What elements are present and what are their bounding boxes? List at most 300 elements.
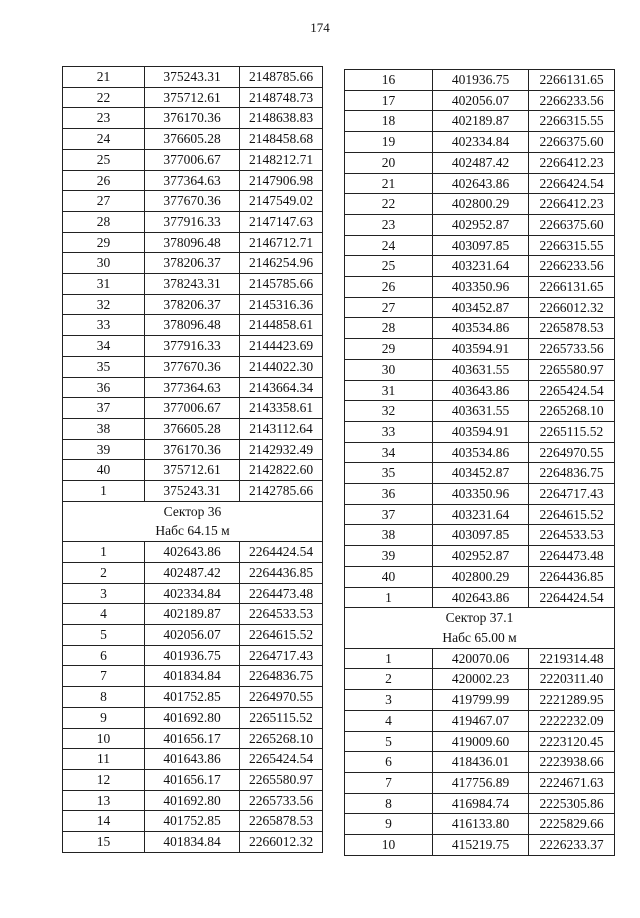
x-coordinate-cell: 378206.37 xyxy=(145,253,240,274)
point-number-cell: 38 xyxy=(345,525,433,546)
table-row xyxy=(63,439,323,460)
point-number-cell: 29 xyxy=(345,339,433,360)
y-coordinate-cell: 2266424.54 xyxy=(529,173,615,194)
point-number-cell: 40 xyxy=(345,566,433,587)
point-number-cell: 22 xyxy=(345,194,433,215)
point-number-cell: 21 xyxy=(63,67,145,88)
y-coordinate-cell: 2144858.61 xyxy=(240,315,323,336)
y-coordinate-cell: 2266131.65 xyxy=(529,70,615,91)
table-row xyxy=(345,793,615,814)
point-number-cell: 19 xyxy=(345,132,433,153)
y-coordinate-cell: 2143664.34 xyxy=(240,377,323,398)
y-coordinate-cell: 2265424.54 xyxy=(529,380,615,401)
y-coordinate-cell: 2266131.65 xyxy=(529,277,615,298)
table-row xyxy=(345,669,615,690)
table-row xyxy=(345,504,615,525)
x-coordinate-cell: 403631.55 xyxy=(433,359,529,380)
y-coordinate-cell: 2148212.71 xyxy=(240,149,323,170)
sector-height: Набс 65.00 м xyxy=(345,628,615,648)
point-number-cell: 33 xyxy=(63,315,145,336)
page-number: 174 xyxy=(310,20,330,35)
point-number-cell: 39 xyxy=(345,546,433,567)
point-number-cell: 26 xyxy=(345,277,433,298)
x-coordinate-cell: 378096.48 xyxy=(145,315,240,336)
point-number-cell: 10 xyxy=(345,835,433,856)
table-row xyxy=(63,294,323,315)
table-row xyxy=(63,149,323,170)
table-row xyxy=(63,274,323,295)
point-number-cell: 37 xyxy=(345,504,433,525)
y-coordinate-cell: 2264436.85 xyxy=(529,566,615,587)
x-coordinate-cell: 420070.06 xyxy=(433,648,529,669)
point-number-cell: 10 xyxy=(63,728,145,749)
x-coordinate-cell: 401752.85 xyxy=(145,811,240,832)
point-number-cell: 9 xyxy=(63,707,145,728)
y-coordinate-cell: 2264533.53 xyxy=(529,525,615,546)
y-coordinate-cell: 2265733.56 xyxy=(240,790,323,811)
x-coordinate-cell: 419467.07 xyxy=(433,710,529,731)
y-coordinate-cell: 2265878.53 xyxy=(529,318,615,339)
x-coordinate-cell: 403452.87 xyxy=(433,463,529,484)
y-coordinate-cell: 2265580.97 xyxy=(240,769,323,790)
table-row xyxy=(345,484,615,505)
point-number-cell: 2 xyxy=(63,562,145,583)
y-coordinate-cell: 2147147.63 xyxy=(240,211,323,232)
y-coordinate-cell: 2265115.52 xyxy=(240,707,323,728)
x-coordinate-cell: 401692.80 xyxy=(145,790,240,811)
y-coordinate-cell: 2224671.63 xyxy=(529,772,615,793)
x-coordinate-cell: 402643.86 xyxy=(145,542,240,563)
y-coordinate-cell: 2145785.66 xyxy=(240,274,323,295)
point-number-cell: 7 xyxy=(345,772,433,793)
y-coordinate-cell: 2264836.75 xyxy=(529,463,615,484)
point-number-cell: 23 xyxy=(63,108,145,129)
x-coordinate-cell: 402643.86 xyxy=(433,173,529,194)
table-row xyxy=(63,398,323,419)
point-number-cell: 27 xyxy=(63,191,145,212)
x-coordinate-cell: 420002.23 xyxy=(433,669,529,690)
table-row xyxy=(63,481,323,502)
table-row xyxy=(63,170,323,191)
point-number-cell: 33 xyxy=(345,421,433,442)
y-coordinate-cell: 2225305.86 xyxy=(529,793,615,814)
x-coordinate-cell: 416133.80 xyxy=(433,814,529,835)
table-row xyxy=(345,401,615,422)
table-row xyxy=(63,790,323,811)
y-coordinate-cell: 2265268.10 xyxy=(529,401,615,422)
y-coordinate-cell: 2148638.83 xyxy=(240,108,323,129)
x-coordinate-cell: 375243.31 xyxy=(145,481,240,502)
y-coordinate-cell: 2144022.30 xyxy=(240,356,323,377)
table-row xyxy=(63,645,323,666)
x-coordinate-cell: 401752.85 xyxy=(145,687,240,708)
y-coordinate-cell: 2142822.60 xyxy=(240,460,323,481)
y-coordinate-cell: 2266412.23 xyxy=(529,152,615,173)
x-coordinate-cell: 401834.84 xyxy=(145,666,240,687)
y-coordinate-cell: 2222232.09 xyxy=(529,710,615,731)
point-number-cell: 31 xyxy=(345,380,433,401)
y-coordinate-cell: 2266375.60 xyxy=(529,214,615,235)
point-number-cell: 6 xyxy=(345,752,433,773)
y-coordinate-cell: 2266315.55 xyxy=(529,235,615,256)
table-row xyxy=(345,648,615,669)
y-coordinate-cell: 2265115.52 xyxy=(529,421,615,442)
y-coordinate-cell: 2266233.56 xyxy=(529,90,615,111)
table-row xyxy=(345,421,615,442)
sector-title: Сектор 36 xyxy=(63,501,323,521)
point-number-cell: 1 xyxy=(63,481,145,502)
point-number-cell: 3 xyxy=(345,690,433,711)
x-coordinate-cell: 377364.63 xyxy=(145,170,240,191)
table-body-right xyxy=(345,70,615,856)
point-number-cell: 4 xyxy=(345,710,433,731)
y-coordinate-cell: 2264424.54 xyxy=(240,542,323,563)
y-coordinate-cell: 2265733.56 xyxy=(529,339,615,360)
point-number-cell: 11 xyxy=(63,749,145,770)
table-row xyxy=(63,418,323,439)
coordinates-table-left xyxy=(62,66,323,853)
table-row xyxy=(63,336,323,357)
point-number-cell: 37 xyxy=(63,398,145,419)
y-coordinate-cell: 2266412.23 xyxy=(529,194,615,215)
point-number-cell: 9 xyxy=(345,814,433,835)
point-number-cell: 38 xyxy=(63,418,145,439)
y-coordinate-cell: 2143112.64 xyxy=(240,418,323,439)
table-row xyxy=(63,562,323,583)
y-coordinate-cell: 2144423.69 xyxy=(240,336,323,357)
point-number-cell: 1 xyxy=(63,542,145,563)
x-coordinate-cell: 403231.64 xyxy=(433,256,529,277)
point-number-cell: 34 xyxy=(345,442,433,463)
table-row xyxy=(63,728,323,749)
x-coordinate-cell: 402487.42 xyxy=(433,152,529,173)
y-coordinate-cell: 2265268.10 xyxy=(240,728,323,749)
y-coordinate-cell: 2265580.97 xyxy=(529,359,615,380)
point-number-cell: 6 xyxy=(63,645,145,666)
x-coordinate-cell: 375712.61 xyxy=(145,460,240,481)
x-coordinate-cell: 377670.36 xyxy=(145,356,240,377)
y-coordinate-cell: 2264533.53 xyxy=(240,604,323,625)
table-row xyxy=(345,214,615,235)
point-number-cell: 18 xyxy=(345,111,433,132)
y-coordinate-cell: 2221289.95 xyxy=(529,690,615,711)
point-number-cell: 14 xyxy=(63,811,145,832)
table-row xyxy=(63,211,323,232)
sector-title-row xyxy=(63,501,323,521)
x-coordinate-cell: 376170.36 xyxy=(145,439,240,460)
point-number-cell: 40 xyxy=(63,460,145,481)
x-coordinate-cell: 402056.07 xyxy=(433,90,529,111)
point-number-cell: 28 xyxy=(63,211,145,232)
table-row xyxy=(63,460,323,481)
table-row xyxy=(345,463,615,484)
x-coordinate-cell: 403097.85 xyxy=(433,235,529,256)
table-row xyxy=(345,277,615,298)
x-coordinate-cell: 403534.86 xyxy=(433,442,529,463)
table-body-left xyxy=(63,67,323,853)
point-number-cell: 27 xyxy=(345,297,433,318)
table-row xyxy=(63,707,323,728)
table-row xyxy=(63,315,323,336)
x-coordinate-cell: 417756.89 xyxy=(433,772,529,793)
table-row xyxy=(63,67,323,88)
point-number-cell: 12 xyxy=(63,769,145,790)
table-row xyxy=(63,769,323,790)
table-row xyxy=(63,232,323,253)
y-coordinate-cell: 2148785.66 xyxy=(240,67,323,88)
point-number-cell: 25 xyxy=(63,149,145,170)
table-row xyxy=(345,194,615,215)
x-coordinate-cell: 401643.86 xyxy=(145,749,240,770)
point-number-cell: 26 xyxy=(63,170,145,191)
x-coordinate-cell: 403534.86 xyxy=(433,318,529,339)
table-row xyxy=(345,690,615,711)
table-row xyxy=(63,624,323,645)
y-coordinate-cell: 2226233.37 xyxy=(529,835,615,856)
x-coordinate-cell: 402800.29 xyxy=(433,566,529,587)
table-row xyxy=(345,442,615,463)
y-coordinate-cell: 2147549.02 xyxy=(240,191,323,212)
table-row xyxy=(345,235,615,256)
y-coordinate-cell: 2264717.43 xyxy=(529,484,615,505)
y-coordinate-cell: 2143358.61 xyxy=(240,398,323,419)
point-number-cell: 24 xyxy=(345,235,433,256)
x-coordinate-cell: 402952.87 xyxy=(433,546,529,567)
y-coordinate-cell: 2223120.45 xyxy=(529,731,615,752)
x-coordinate-cell: 403643.86 xyxy=(433,380,529,401)
x-coordinate-cell: 418436.01 xyxy=(433,752,529,773)
table-row xyxy=(63,253,323,274)
x-coordinate-cell: 403231.64 xyxy=(433,504,529,525)
point-number-cell: 5 xyxy=(345,731,433,752)
x-coordinate-cell: 402189.87 xyxy=(145,604,240,625)
table-row xyxy=(345,710,615,731)
point-number-cell: 2 xyxy=(345,669,433,690)
y-coordinate-cell: 2265424.54 xyxy=(240,749,323,770)
x-coordinate-cell: 402487.42 xyxy=(145,562,240,583)
sector-height-row xyxy=(63,521,323,541)
table-row xyxy=(345,566,615,587)
x-coordinate-cell: 419799.99 xyxy=(433,690,529,711)
point-number-cell: 36 xyxy=(63,377,145,398)
table-row xyxy=(63,108,323,129)
y-coordinate-cell: 2264717.43 xyxy=(240,645,323,666)
y-coordinate-cell: 2264473.48 xyxy=(529,546,615,567)
point-number-cell: 32 xyxy=(63,294,145,315)
table-row xyxy=(345,132,615,153)
point-number-cell: 25 xyxy=(345,256,433,277)
point-number-cell: 22 xyxy=(63,87,145,108)
table-row xyxy=(63,129,323,150)
y-coordinate-cell: 2146254.96 xyxy=(240,253,323,274)
y-coordinate-cell: 2266375.60 xyxy=(529,132,615,153)
point-number-cell: 5 xyxy=(63,624,145,645)
x-coordinate-cell: 377006.67 xyxy=(145,398,240,419)
y-coordinate-cell: 2266233.56 xyxy=(529,256,615,277)
y-coordinate-cell: 2264970.55 xyxy=(529,442,615,463)
y-coordinate-cell: 2264436.85 xyxy=(240,562,323,583)
point-number-cell: 7 xyxy=(63,666,145,687)
table-row xyxy=(345,339,615,360)
table-row xyxy=(345,173,615,194)
point-number-cell: 16 xyxy=(345,70,433,91)
sector-title: Сектор 37.1 xyxy=(345,608,615,628)
table-row xyxy=(345,587,615,608)
y-coordinate-cell: 2146712.71 xyxy=(240,232,323,253)
x-coordinate-cell: 402952.87 xyxy=(433,214,529,235)
point-number-cell: 30 xyxy=(345,359,433,380)
point-number-cell: 21 xyxy=(345,173,433,194)
point-number-cell: 36 xyxy=(345,484,433,505)
y-coordinate-cell: 2264473.48 xyxy=(240,583,323,604)
x-coordinate-cell: 402189.87 xyxy=(433,111,529,132)
table-row xyxy=(345,835,615,856)
x-coordinate-cell: 377670.36 xyxy=(145,191,240,212)
point-number-cell: 28 xyxy=(345,318,433,339)
table-row xyxy=(345,380,615,401)
x-coordinate-cell: 376170.36 xyxy=(145,108,240,129)
y-coordinate-cell: 2145316.36 xyxy=(240,294,323,315)
x-coordinate-cell: 402056.07 xyxy=(145,624,240,645)
coordinates-table-right xyxy=(344,69,615,856)
x-coordinate-cell: 376605.28 xyxy=(145,418,240,439)
x-coordinate-cell: 403350.96 xyxy=(433,277,529,298)
y-coordinate-cell: 2264424.54 xyxy=(529,587,615,608)
point-number-cell: 29 xyxy=(63,232,145,253)
x-coordinate-cell: 401692.80 xyxy=(145,707,240,728)
y-coordinate-cell: 2225829.66 xyxy=(529,814,615,835)
point-number-cell: 8 xyxy=(63,687,145,708)
x-coordinate-cell: 416984.74 xyxy=(433,793,529,814)
table-row xyxy=(345,525,615,546)
point-number-cell: 17 xyxy=(345,90,433,111)
x-coordinate-cell: 377006.67 xyxy=(145,149,240,170)
x-coordinate-cell: 419009.60 xyxy=(433,731,529,752)
x-coordinate-cell: 403452.87 xyxy=(433,297,529,318)
y-coordinate-cell: 2266315.55 xyxy=(529,111,615,132)
x-coordinate-cell: 403350.96 xyxy=(433,484,529,505)
x-coordinate-cell: 378243.31 xyxy=(145,274,240,295)
x-coordinate-cell: 378206.37 xyxy=(145,294,240,315)
x-coordinate-cell: 376605.28 xyxy=(145,129,240,150)
x-coordinate-cell: 401656.17 xyxy=(145,728,240,749)
table-row xyxy=(63,191,323,212)
point-number-cell: 35 xyxy=(345,463,433,484)
point-number-cell: 35 xyxy=(63,356,145,377)
table-row xyxy=(63,832,323,853)
table-row xyxy=(345,546,615,567)
table-row xyxy=(63,542,323,563)
point-number-cell: 20 xyxy=(345,152,433,173)
x-coordinate-cell: 415219.75 xyxy=(433,835,529,856)
point-number-cell: 4 xyxy=(63,604,145,625)
x-coordinate-cell: 377916.33 xyxy=(145,211,240,232)
sector-height: Набс 64.15 м xyxy=(63,521,323,541)
table-row xyxy=(345,731,615,752)
table-row xyxy=(63,666,323,687)
table-row xyxy=(345,111,615,132)
table-row xyxy=(345,814,615,835)
y-coordinate-cell: 2148458.68 xyxy=(240,129,323,150)
table-row xyxy=(345,256,615,277)
x-coordinate-cell: 402334.84 xyxy=(145,583,240,604)
point-number-cell: 34 xyxy=(63,336,145,357)
y-coordinate-cell: 2266012.32 xyxy=(240,832,323,853)
point-number-cell: 24 xyxy=(63,129,145,150)
table-row xyxy=(345,359,615,380)
sector-height-row xyxy=(345,628,615,648)
table-row xyxy=(345,70,615,91)
table-row xyxy=(63,811,323,832)
y-coordinate-cell: 2223938.66 xyxy=(529,752,615,773)
table-row xyxy=(345,90,615,111)
x-coordinate-cell: 377916.33 xyxy=(145,336,240,357)
table-row xyxy=(63,604,323,625)
point-number-cell: 1 xyxy=(345,648,433,669)
point-number-cell: 31 xyxy=(63,274,145,295)
table-row xyxy=(63,583,323,604)
point-number-cell: 1 xyxy=(345,587,433,608)
x-coordinate-cell: 402800.29 xyxy=(433,194,529,215)
y-coordinate-cell: 2220311.40 xyxy=(529,669,615,690)
point-number-cell: 32 xyxy=(345,401,433,422)
y-coordinate-cell: 2142932.49 xyxy=(240,439,323,460)
x-coordinate-cell: 402643.86 xyxy=(433,587,529,608)
point-number-cell: 8 xyxy=(345,793,433,814)
y-coordinate-cell: 2265878.53 xyxy=(240,811,323,832)
x-coordinate-cell: 401656.17 xyxy=(145,769,240,790)
table-row xyxy=(345,752,615,773)
table-row xyxy=(63,87,323,108)
y-coordinate-cell: 2264836.75 xyxy=(240,666,323,687)
point-number-cell: 39 xyxy=(63,439,145,460)
y-coordinate-cell: 2264970.55 xyxy=(240,687,323,708)
table-row xyxy=(345,772,615,793)
point-number-cell: 3 xyxy=(63,583,145,604)
y-coordinate-cell: 2264615.52 xyxy=(240,624,323,645)
x-coordinate-cell: 375712.61 xyxy=(145,87,240,108)
x-coordinate-cell: 403594.91 xyxy=(433,339,529,360)
sector-title-row xyxy=(345,608,615,628)
y-coordinate-cell: 2264615.52 xyxy=(529,504,615,525)
x-coordinate-cell: 401936.75 xyxy=(433,70,529,91)
x-coordinate-cell: 402334.84 xyxy=(433,132,529,153)
x-coordinate-cell: 378096.48 xyxy=(145,232,240,253)
point-number-cell: 30 xyxy=(63,253,145,274)
x-coordinate-cell: 401936.75 xyxy=(145,645,240,666)
table-row xyxy=(63,356,323,377)
table-row xyxy=(63,749,323,770)
x-coordinate-cell: 375243.31 xyxy=(145,67,240,88)
x-coordinate-cell: 403594.91 xyxy=(433,421,529,442)
point-number-cell: 15 xyxy=(63,832,145,853)
y-coordinate-cell: 2219314.48 xyxy=(529,648,615,669)
table-row xyxy=(345,152,615,173)
y-coordinate-cell: 2147906.98 xyxy=(240,170,323,191)
x-coordinate-cell: 403097.85 xyxy=(433,525,529,546)
y-coordinate-cell: 2148748.73 xyxy=(240,87,323,108)
table-row xyxy=(63,687,323,708)
point-number-cell: 23 xyxy=(345,214,433,235)
x-coordinate-cell: 377364.63 xyxy=(145,377,240,398)
table-row xyxy=(63,377,323,398)
point-number-cell: 13 xyxy=(63,790,145,811)
x-coordinate-cell: 403631.55 xyxy=(433,401,529,422)
y-coordinate-cell: 2142785.66 xyxy=(240,481,323,502)
table-row xyxy=(345,297,615,318)
y-coordinate-cell: 2266012.32 xyxy=(529,297,615,318)
table-row xyxy=(345,318,615,339)
